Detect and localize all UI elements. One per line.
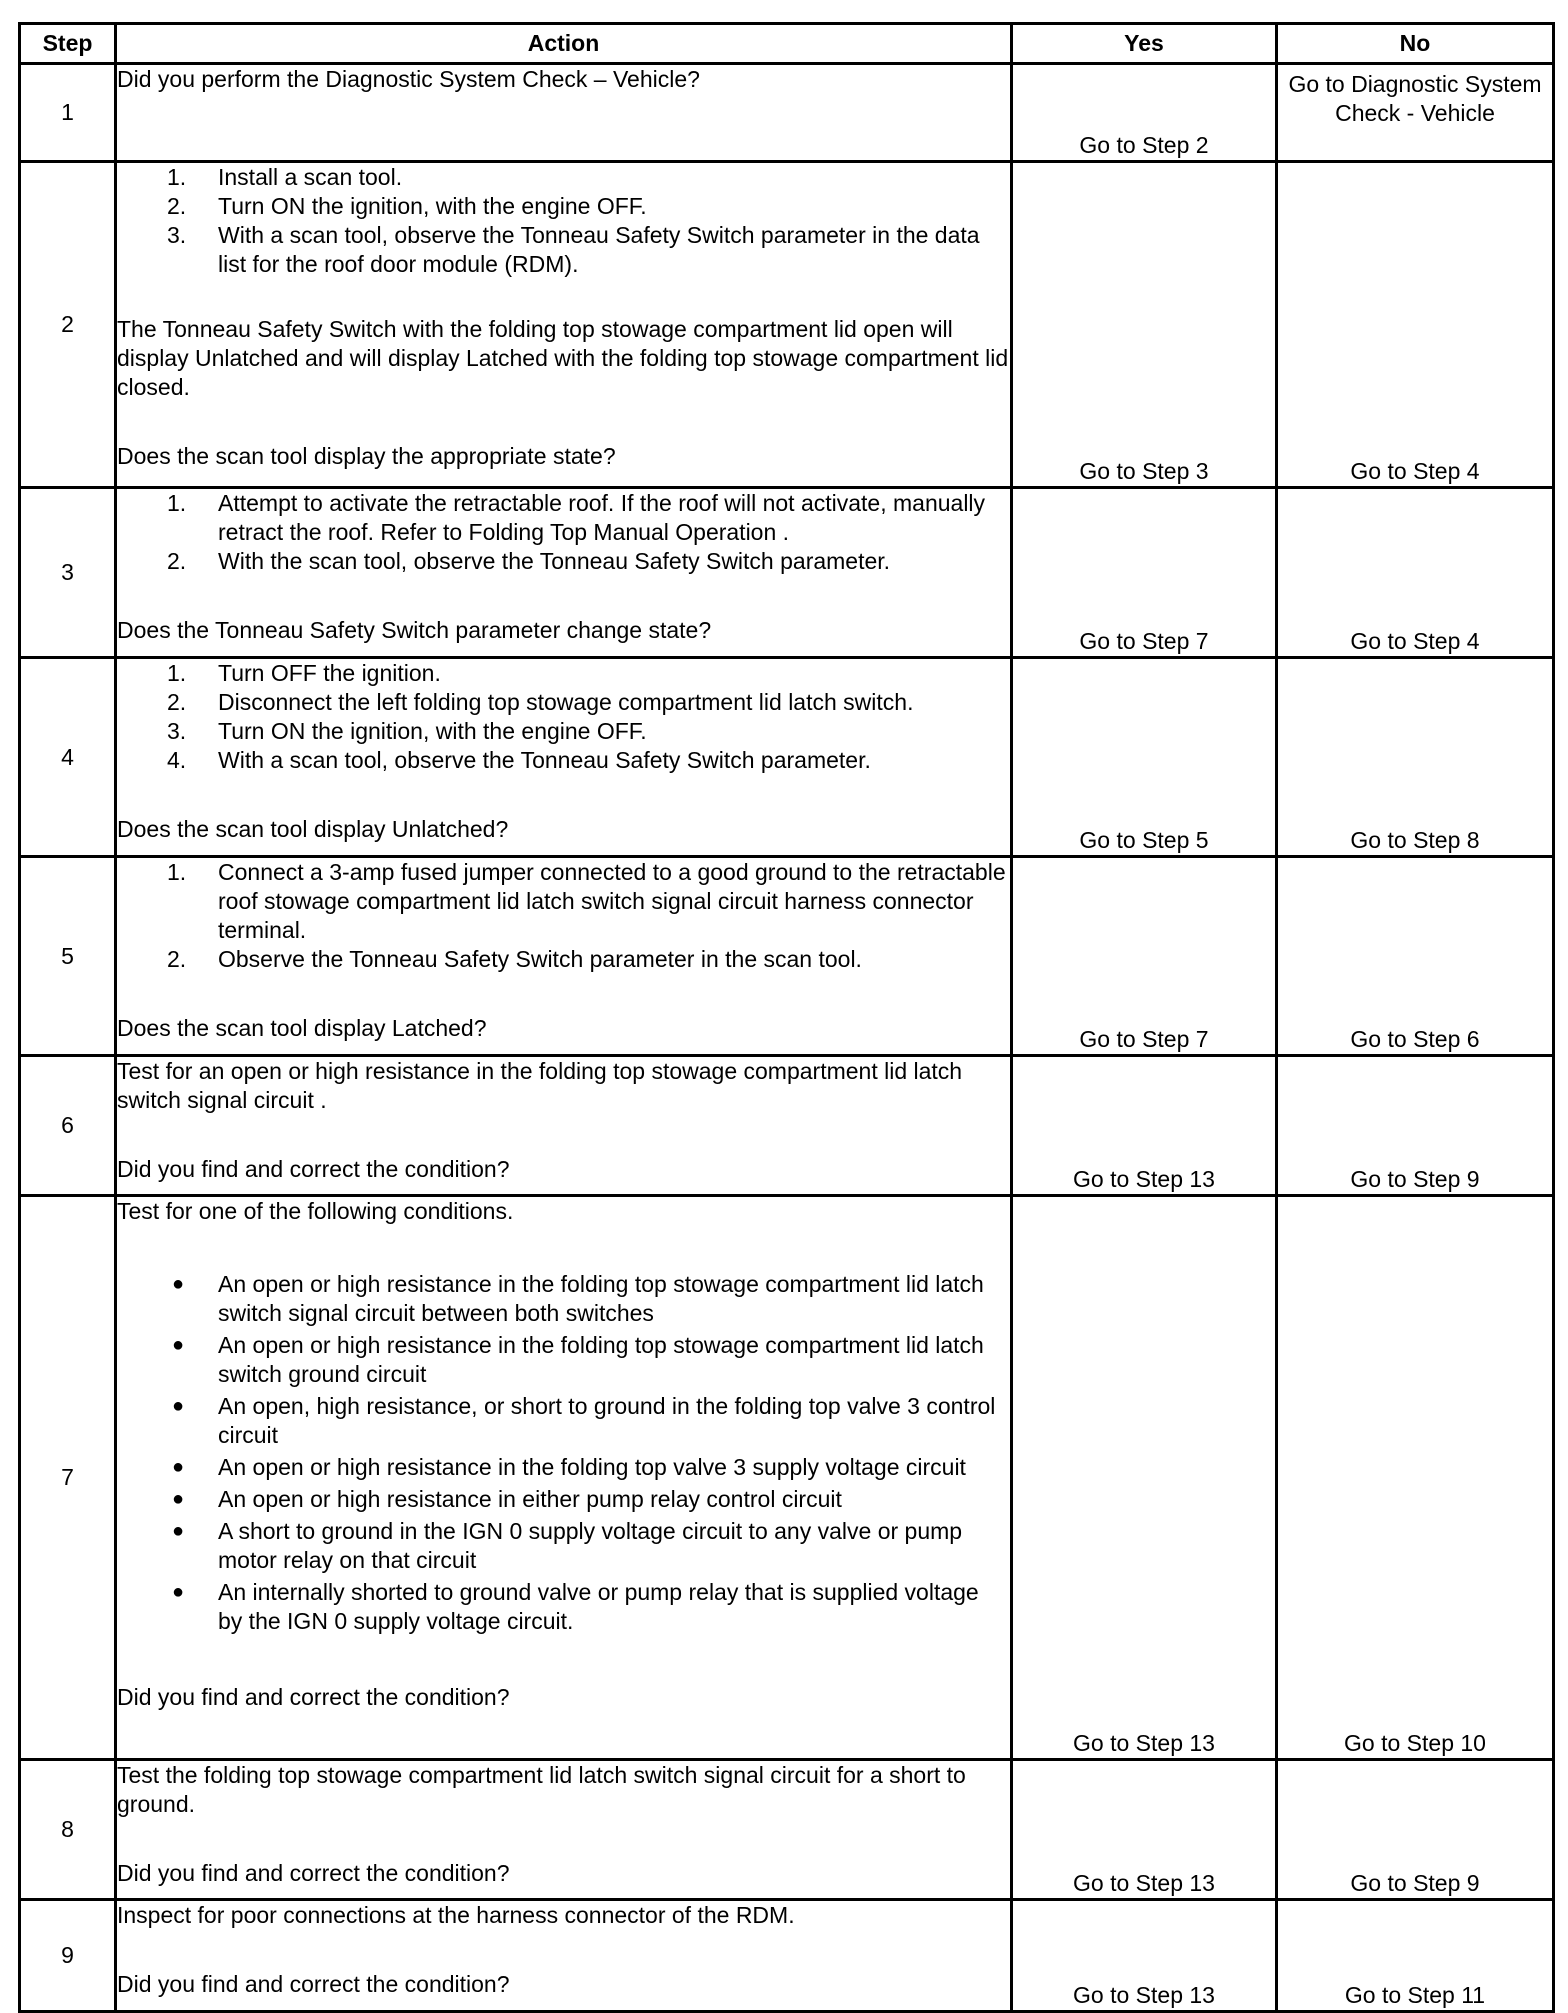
yes-outcome: Go to Step 13: [1012, 1196, 1277, 1760]
action-step-item: [117, 717, 1010, 746]
yes-outcome: Go to Step 13: [1012, 1760, 1277, 1900]
step-item-number: 1.: [167, 859, 187, 885]
header-action: Action: [116, 24, 1012, 64]
step-item-number: 3.: [167, 222, 187, 248]
action-step-item: [117, 688, 1010, 717]
no-outcome: Go to Step 4: [1277, 488, 1554, 658]
step-item-text: Observe the Tonneau Safety Switch parameter in the scan tool.: [218, 946, 862, 972]
step-number: 2: [20, 162, 116, 488]
step-item-number: 2.: [167, 946, 187, 972]
action-cell: [116, 857, 1012, 1056]
condition-text: A short to ground in the IGN 0 supply voltage circuit to any valve or pump motor relay on that circuit: [218, 1518, 963, 1573]
condition-item: [117, 1578, 1010, 1636]
diagnostic-table-container: [18, 22, 1552, 2013]
yes-outcome: Go to Step 2: [1012, 64, 1277, 162]
action-intro: Did you perform the Diagnostic System Check – Vehicle?: [117, 66, 700, 92]
header-no: No: [1277, 24, 1554, 64]
step-row-4: [20, 658, 1554, 857]
yes-outcome: Go to Step 5: [1012, 658, 1277, 857]
step-item-number: 2.: [167, 689, 187, 715]
yes-outcome: Go to Step 13: [1012, 1900, 1277, 2012]
step-number: 6: [20, 1056, 116, 1196]
condition-item: [117, 1517, 1010, 1575]
action-intro: Test for an open or high resistance in the folding top stowage compartment lid latch switch signal circuit .: [117, 1058, 963, 1113]
condition-item: [117, 1270, 1010, 1328]
action-cell: [116, 64, 1012, 162]
step-item-number: 1.: [167, 660, 187, 686]
step-item-text: Attempt to activate the retractable roof. If the roof will not activate, manually retract the roof. Refer to Folding Top Manual Operation .: [218, 490, 986, 545]
action-cell: [116, 658, 1012, 857]
step-item-text: Turn ON the ignition, with the engine OFF.: [218, 193, 647, 219]
yes-outcome: Go to Step 13: [1012, 1056, 1277, 1196]
no-outcome: Go to Step 6: [1277, 857, 1554, 1056]
action-step-item: [117, 489, 1010, 547]
step-row-6: [20, 1056, 1554, 1196]
step-row-1: [20, 64, 1554, 162]
condition-item: [117, 1453, 1010, 1482]
action-step-item: [117, 192, 1010, 221]
bullet-icon: ●: [172, 1334, 185, 1356]
step-item-number: 3.: [167, 718, 187, 744]
action-question: Does the scan tool display the appropriate state?: [117, 443, 616, 469]
yes-outcome: Go to Step 7: [1012, 488, 1277, 658]
step-number: 8: [20, 1760, 116, 1900]
step-item-text: Turn ON the ignition, with the engine OFF.: [218, 718, 647, 744]
action-note: The Tonneau Safety Switch with the folding top stowage compartment lid open will display Unlatched and will display Latched with the folding top stowage compartment lid closed.: [117, 316, 1009, 400]
step-item-text: Connect a 3-amp fused jumper connected to a good ground to the retractable roof stowage compartment lid latch switch signal circuit harness connector terminal.: [218, 859, 1006, 943]
step-number: 9: [20, 1900, 116, 2012]
bullet-icon: ●: [172, 1581, 185, 1603]
step-item-text: With a scan tool, observe the Tonneau Safety Switch parameter in the data list for the roof door module (RDM).: [218, 222, 980, 277]
step-item-text: Disconnect the left folding top stowage compartment lid latch switch.: [218, 689, 914, 715]
no-outcome: Go to Diagnostic System Check - Vehicle: [1277, 64, 1554, 162]
step-row-5: [20, 857, 1554, 1056]
step-number: 1: [20, 64, 116, 162]
step-number: 7: [20, 1196, 116, 1760]
step-item-number: 2.: [167, 193, 187, 219]
conditions-list: [117, 1270, 1010, 1636]
condition-text: An open, high resistance, or short to ground in the folding top valve 3 control circuit: [218, 1393, 996, 1448]
action-steps-list: [117, 659, 1010, 775]
action-question: Does the Tonneau Safety Switch parameter change state?: [117, 617, 712, 643]
header-step: Step: [20, 24, 116, 64]
diagnostic-table: [18, 22, 1555, 2013]
condition-item: [117, 1392, 1010, 1450]
step-item-number: 1.: [167, 164, 187, 190]
action-question: Did you find and correct the condition?: [117, 1971, 510, 1997]
action-cell: [116, 1760, 1012, 1900]
condition-text: An open or high resistance in the folding top valve 3 supply voltage circuit: [218, 1454, 966, 1480]
action-step-item: [117, 547, 1010, 576]
step-row-8: [20, 1760, 1554, 1900]
bullet-icon: ●: [172, 1488, 185, 1510]
action-step-item: [117, 746, 1010, 775]
condition-item: [117, 1485, 1010, 1514]
bullet-icon: ●: [172, 1395, 185, 1417]
action-cell: [116, 162, 1012, 488]
action-cell: [116, 488, 1012, 658]
condition-text: An open or high resistance in the folding top stowage compartment lid latch switch signal circuit between both switches: [218, 1271, 984, 1326]
condition-text: An internally shorted to ground valve or pump relay that is supplied voltage by the IGN 0 supply voltage circuit.: [218, 1579, 979, 1634]
step-item-text: Install a scan tool.: [218, 164, 403, 190]
no-outcome: Go to Step 9: [1277, 1760, 1554, 1900]
bullet-icon: ●: [172, 1273, 185, 1295]
step-row-9: [20, 1900, 1554, 2012]
action-intro: Test the folding top stowage compartment lid latch switch signal circuit for a short to ground.: [117, 1762, 966, 1817]
no-outcome: Go to Step 8: [1277, 658, 1554, 857]
action-cell: [116, 1900, 1012, 2012]
bullet-icon: ●: [172, 1456, 185, 1478]
step-row-2: [20, 162, 1554, 488]
action-steps-list: [117, 489, 1010, 576]
action-intro: Inspect for poor connections at the harness connector of the RDM.: [117, 1902, 795, 1928]
action-steps-list: [117, 163, 1010, 279]
step-number: 5: [20, 857, 116, 1056]
action-intro: Test for one of the following conditions.: [117, 1198, 514, 1224]
action-cell: [116, 1196, 1012, 1760]
action-step-item: [117, 659, 1010, 688]
step-item-number: 1.: [167, 490, 187, 516]
action-step-item: [117, 221, 1010, 279]
action-question: Does the scan tool display Latched?: [117, 1015, 487, 1041]
action-cell: [116, 1056, 1012, 1196]
step-item-number: 2.: [167, 548, 187, 574]
action-steps-list: [117, 858, 1010, 974]
step-number: 3: [20, 488, 116, 658]
step-row-3: [20, 488, 1554, 658]
action-question: Did you find and correct the condition?: [117, 1156, 510, 1182]
no-outcome: Go to Step 9: [1277, 1056, 1554, 1196]
no-outcome: Go to Step 11: [1277, 1900, 1554, 2012]
step-row-7: [20, 1196, 1554, 1760]
no-outcome: Go to Step 10: [1277, 1196, 1554, 1760]
step-item-text: Turn OFF the ignition.: [218, 660, 441, 686]
header-row: [20, 24, 1554, 64]
yes-outcome: Go to Step 3: [1012, 162, 1277, 488]
action-step-item: [117, 858, 1010, 945]
action-question: Did you find and correct the condition?: [117, 1684, 510, 1710]
header-yes: Yes: [1012, 24, 1277, 64]
condition-text: An open or high resistance in the folding top stowage compartment lid latch switch ground circuit: [218, 1332, 984, 1387]
step-item-text: With the scan tool, observe the Tonneau Safety Switch parameter.: [218, 548, 891, 574]
condition-item: [117, 1331, 1010, 1389]
yes-outcome: Go to Step 7: [1012, 857, 1277, 1056]
action-question: Did you find and correct the condition?: [117, 1860, 510, 1886]
action-question: Does the scan tool display Unlatched?: [117, 816, 509, 842]
step-number: 4: [20, 658, 116, 857]
no-outcome: Go to Step 4: [1277, 162, 1554, 488]
step-item-number: 4.: [167, 747, 187, 773]
step-item-text: With a scan tool, observe the Tonneau Safety Switch parameter.: [218, 747, 871, 773]
condition-text: An open or high resistance in either pump relay control circuit: [218, 1486, 842, 1512]
bullet-icon: ●: [172, 1520, 185, 1542]
action-step-item: [117, 945, 1010, 974]
action-step-item: [117, 163, 1010, 192]
